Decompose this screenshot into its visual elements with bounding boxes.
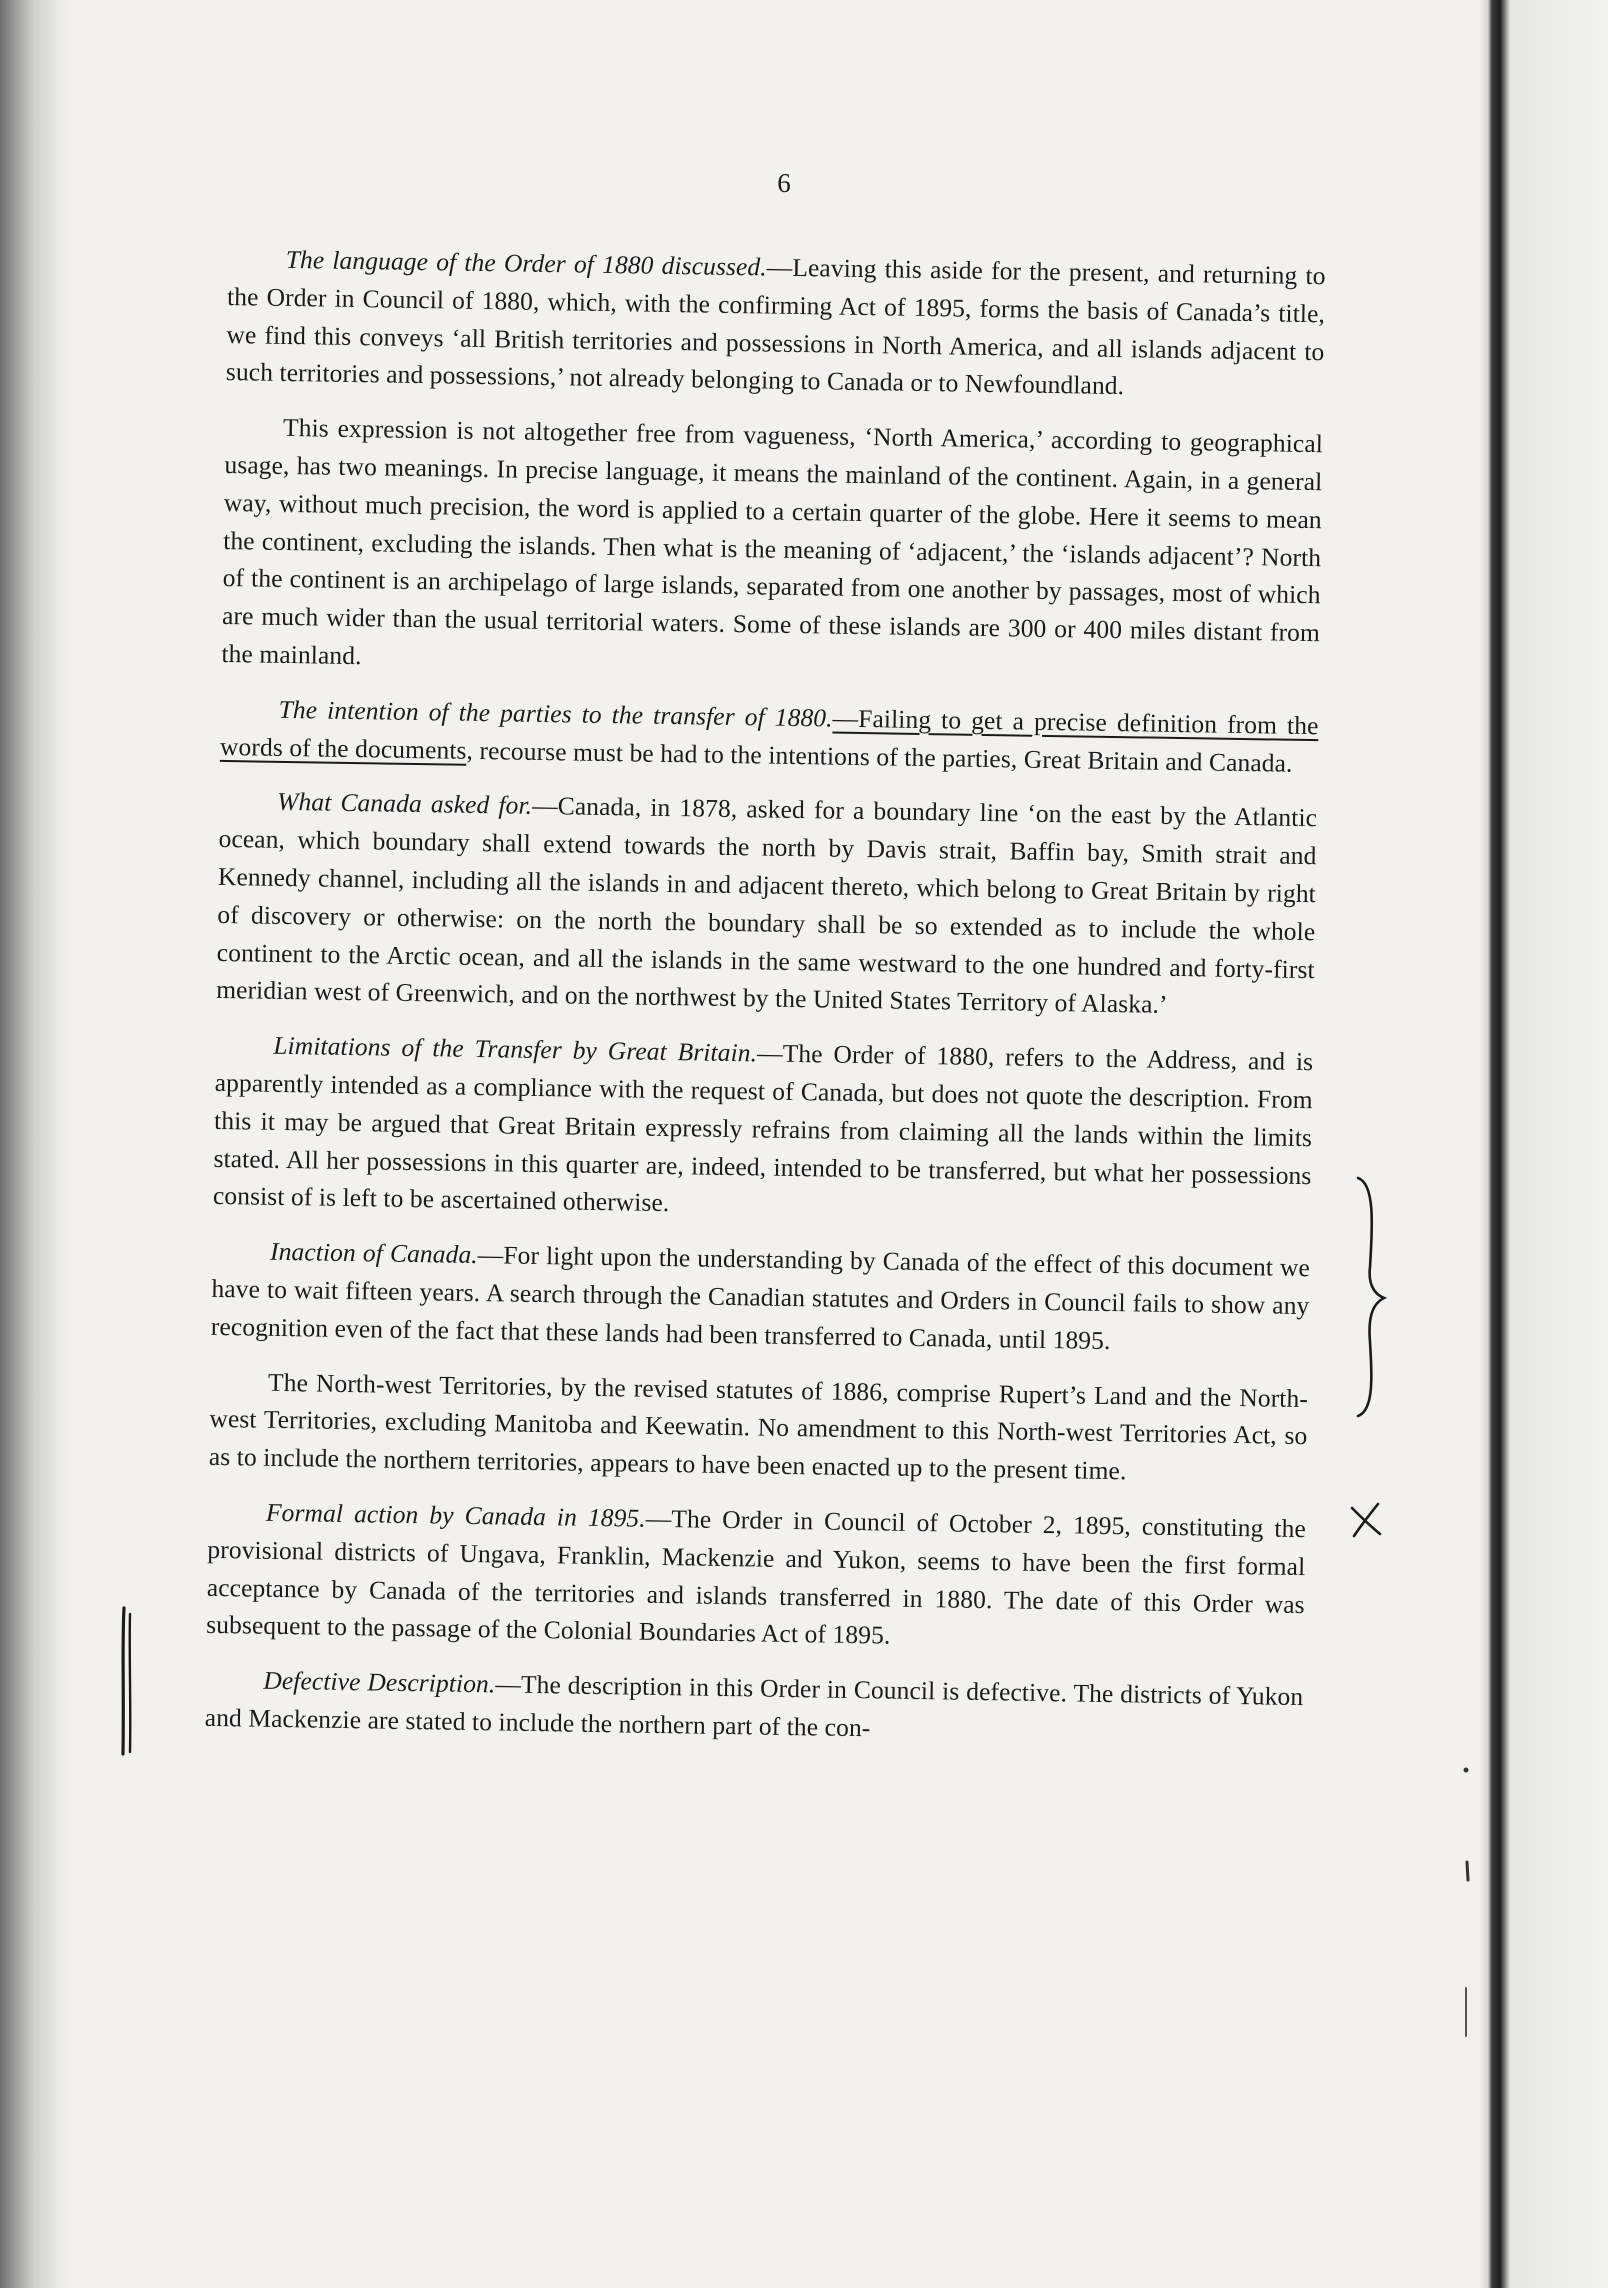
paragraph-language-of-order bbox=[226, 240, 1326, 408]
paragraph-heading: Formal action by Canada in 1895. bbox=[265, 1497, 647, 1533]
paragraph-heading: Limitations of the Transfer by Great Britain. bbox=[273, 1030, 758, 1068]
paragraph-text: —For light upon the understanding by Canada of the effect of this document we have to wait fifteen years. A search through the Canadian statutes and Orders in Council fails to show any recognition even of the fact that these lands had been transferred to Canada, until 1895. bbox=[210, 1240, 1311, 1355]
paragraph-text: —The Order of 1880, refers to the Address, and is apparently intended as a compliance with the request of Canada, but does not quote the description. From this it may be argued that Great Britain expressly refrains from claiming all the lands within the limits stated. All her possessions in this quarter are, indeed, intended to be transferred, but what her possessions consist of is left to be ascertained otherwise. bbox=[212, 1038, 1314, 1218]
paragraph-text: This expression is not altogether free from vagueness, ‘North America,’ according to geographical usage, has two meanings. In precise language, it means the mainland of the continent. Again, in a general way, without much precision, the word is applied to a certain quarter of the globe. Here it seems to mean the continent, excluding the islands. Then what is the meaning of ‘adjacent,’ the ‘islands adjacent’? North of the continent is an archipelago of large islands, separated from one another by passages, most of which are much wider than the usual territorial waters. Some of these islands are 300 or 400 miles distant from the mainland. bbox=[221, 413, 1324, 671]
paragraph-inaction-of-canada bbox=[211, 1232, 1311, 1363]
margin-brace-mark bbox=[1352, 1172, 1392, 1422]
paragraph-heading: The intention of the parties to the transfer of 1880. bbox=[278, 694, 833, 733]
paragraph-text: , recourse must be had to the intentions of the parties, Great Britain and Canada. bbox=[466, 735, 1293, 778]
paragraph-limitations-of-transfer bbox=[213, 1026, 1314, 1232]
margin-x-mark bbox=[1346, 1500, 1386, 1540]
paragraph-text: —Canada, in 1878, asked for a boundary line ‘on the east by the Atlantic ocean, which boundary shall extend towards the north by Davis strait, Baffin bay, Smith strait and Kennedy channel, including all the islands in and adjacent thereto, which belong to Great Britain by right of discovery or otherwise: on the north the boundary shall be so extended as to include the whole continent to the Arctic ocean, and all the islands in the same westward to the one hundred and forty-first meridian west of Greenwich, and on the northwest by the United States Territory of Alaska.’ bbox=[215, 791, 1318, 1020]
paragraph-text: —The description in this Order in Council is defective. The districts of Yukon and Mackenzie are stated to include the northern part of the con- bbox=[204, 1669, 1304, 1743]
document-body bbox=[204, 240, 1326, 1771]
next-page-edge bbox=[1480, 0, 1608, 2288]
paragraph-text: The North-west Territories, by the revised statutes of 1886, comprise Rupert’s Land and the North-west Territories, excluding Manitoba and Keewatin. No amendment to this North-west Territories Act, so as to include the northern territories, appears to have been enacted up to the present time. bbox=[208, 1367, 1309, 1486]
paragraph-vagueness bbox=[221, 408, 1323, 690]
page-number: 6 bbox=[777, 168, 791, 198]
paragraph-intention-of-parties bbox=[220, 690, 1319, 783]
margin-vertical-line-mark bbox=[118, 1604, 138, 1764]
paragraph-north-west-territories bbox=[209, 1362, 1309, 1493]
paragraph-text: —Leaving this aside for the present, and returning to the Order in Council of 1880, which, with the confirming Act of 1895, forms the basis of Canada’s title, we find this conveys ‘all British territories and possessions in North America, and all islands adjacent to such territories and possessions,’ not already belonging to Canada or to Newfoundland. bbox=[225, 252, 1326, 401]
paragraph-heading: Defective Description. bbox=[263, 1665, 496, 1699]
edge-specks bbox=[1460, 1750, 1476, 2050]
page-gutter-shadow bbox=[0, 0, 70, 2288]
paragraph-defective-description bbox=[204, 1661, 1303, 1754]
paragraph-heading: What Canada asked for. bbox=[276, 787, 533, 821]
paragraph-heading: The language of the Order of 1880 discussed. bbox=[285, 244, 767, 282]
paragraph-what-canada-asked bbox=[216, 782, 1317, 1026]
paragraph-formal-action-1895 bbox=[206, 1493, 1306, 1661]
underlined-passage: —Failing to get a precise definition from the words of the documents bbox=[219, 703, 1319, 765]
paragraph-heading: Inaction of Canada. bbox=[269, 1236, 479, 1270]
paragraph-text: —The Order in Council of October 2, 1895, constituting the provisional districts of Ungava, Franklin, Mackenzie and Yukon, seems to have been the first formal acceptance by Canada of the territories and islands transferred in 1880. The date of this Order was subsequent to the passage of the Colonial Boundaries Act of 1895. bbox=[206, 1503, 1307, 1650]
